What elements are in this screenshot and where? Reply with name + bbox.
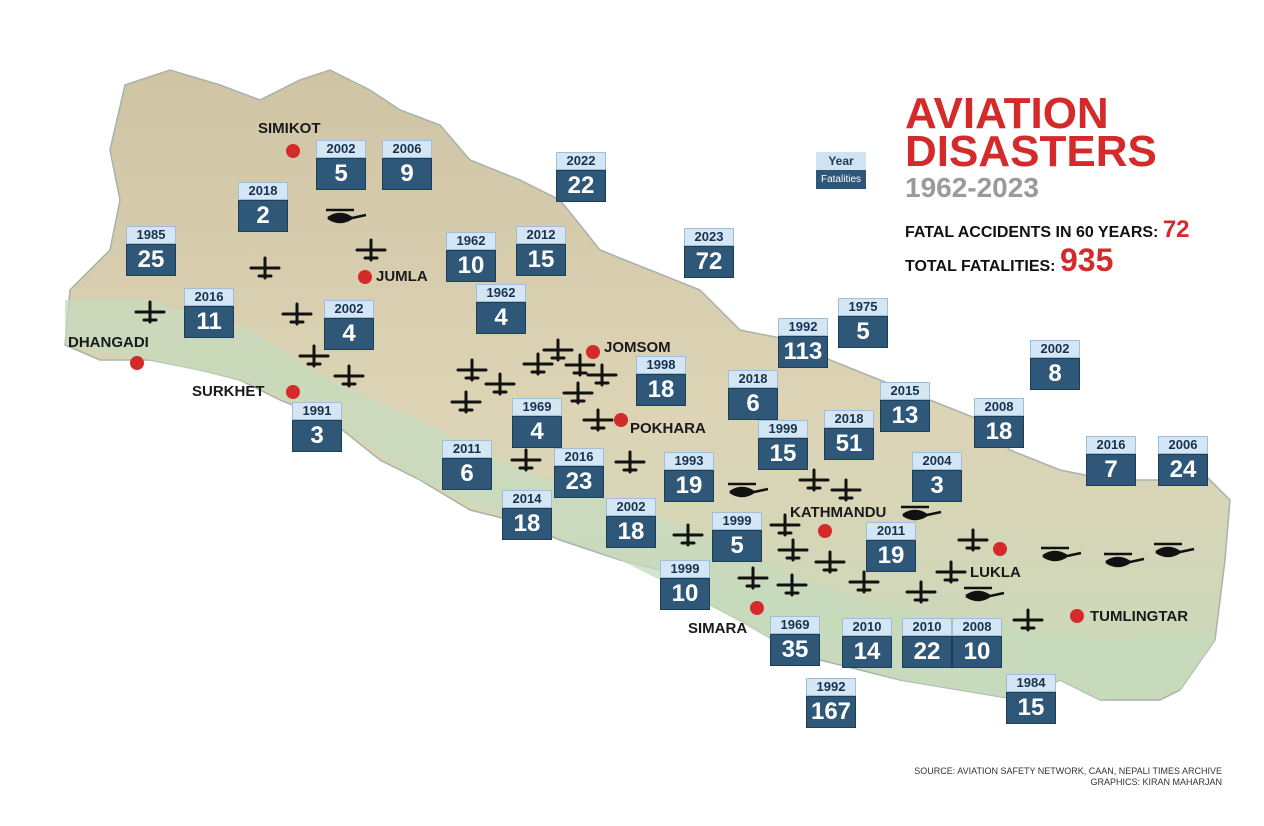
city-dot-dhangadi [130, 356, 144, 370]
city-dot-simikot [286, 144, 300, 158]
city-jomsom: JOMSOM [604, 339, 671, 356]
accident-fatalities: 15 [1006, 692, 1056, 724]
source-credit [914, 766, 1222, 788]
accident-fatalities: 15 [758, 438, 808, 470]
accident-year: 2018 [824, 410, 874, 428]
title-line-1: AVIATION [905, 89, 1109, 138]
accident-fatalities: 18 [502, 508, 552, 540]
city-lukla: LUKLA [970, 564, 1021, 581]
accident-fatalities: 2 [238, 200, 288, 232]
accident-box [606, 498, 656, 548]
accident-year: 1975 [838, 298, 888, 316]
accident-box [838, 298, 888, 348]
city-dot-tumlingtar [1070, 609, 1084, 623]
accident-year: 1991 [292, 402, 342, 420]
city-jumla: JUMLA [376, 268, 428, 285]
accident-box [806, 678, 856, 728]
accident-year: 2008 [952, 618, 1002, 636]
accident-year: 2002 [1030, 340, 1080, 358]
accident-fatalities: 6 [728, 388, 778, 420]
accident-year: 1999 [758, 420, 808, 438]
accident-box [1030, 340, 1080, 390]
accident-box [238, 182, 288, 232]
accident-box [902, 618, 952, 668]
accident-year: 1962 [446, 232, 496, 250]
accident-fatalities: 72 [684, 246, 734, 278]
accident-box [758, 420, 808, 470]
source-line: SOURCE: AVIATION SAFETY NETWORK, CAAN, NEPALI TIMES ARCHIVE [914, 766, 1222, 776]
accident-box [442, 440, 492, 490]
accident-box [502, 490, 552, 540]
accident-year: 2011 [442, 440, 492, 458]
accident-fatalities: 19 [866, 540, 916, 572]
accident-box [316, 140, 366, 190]
accident-box [1158, 436, 1208, 486]
accident-fatalities: 9 [382, 158, 432, 190]
fatalities-stat [905, 242, 1113, 279]
legend [816, 152, 866, 189]
accident-box [554, 448, 604, 498]
city-surkhet: SURKHET [192, 383, 265, 400]
city-dhangadi: DHANGADI [68, 334, 149, 351]
accident-fatalities: 51 [824, 428, 874, 460]
accident-year: 2016 [184, 288, 234, 306]
city-dot-pokhara [614, 413, 628, 427]
accident-fatalities: 24 [1158, 454, 1208, 486]
accident-box [512, 398, 562, 448]
accident-fatalities: 4 [476, 302, 526, 334]
accident-fatalities: 113 [778, 336, 828, 368]
accidents-stat [905, 216, 1190, 244]
accident-fatalities: 4 [324, 318, 374, 350]
accident-fatalities: 10 [446, 250, 496, 282]
accident-year: 1992 [806, 678, 856, 696]
city-dot-kathmandu [818, 524, 832, 538]
accident-fatalities: 19 [664, 470, 714, 502]
accident-year: 2002 [606, 498, 656, 516]
accident-fatalities: 10 [952, 636, 1002, 668]
accident-fatalities: 5 [316, 158, 366, 190]
accident-fatalities: 25 [126, 244, 176, 276]
accident-box [842, 618, 892, 668]
accident-fatalities: 4 [512, 416, 562, 448]
accident-year: 2015 [880, 382, 930, 400]
accidents-value: 72 [1162, 216, 1190, 243]
accident-box [770, 616, 820, 666]
accident-fatalities: 6 [442, 458, 492, 490]
accident-box [664, 452, 714, 502]
accident-year: 2018 [728, 370, 778, 388]
accident-box [778, 318, 828, 368]
city-kathmandu: KATHMANDU [790, 504, 887, 521]
accident-year: 2018 [238, 182, 288, 200]
accident-fatalities: 22 [902, 636, 952, 668]
accident-box [866, 522, 916, 572]
city-pokhara: POKHARA [630, 420, 706, 437]
accident-fatalities: 23 [554, 466, 604, 498]
accident-year: 1992 [778, 318, 828, 336]
accident-box [446, 232, 496, 282]
accident-year: 1985 [126, 226, 176, 244]
accident-box [184, 288, 234, 338]
accident-box [556, 152, 606, 202]
accident-box [636, 356, 686, 406]
city-dot-simara [750, 601, 764, 615]
accident-box [1086, 436, 1136, 486]
legend-year: Year [816, 152, 866, 170]
accident-fatalities: 7 [1086, 454, 1136, 486]
city-simara: SIMARA [688, 620, 748, 637]
accident-box [728, 370, 778, 420]
accident-fatalities: 18 [974, 416, 1024, 448]
accident-year: 2002 [316, 140, 366, 158]
accident-year: 2008 [974, 398, 1024, 416]
title-line-2: DISASTERS [905, 127, 1157, 176]
accident-year: 2022 [556, 152, 606, 170]
accident-box [126, 226, 176, 276]
accident-fatalities: 8 [1030, 358, 1080, 390]
accident-year: 1998 [636, 356, 686, 374]
accident-box [292, 402, 342, 452]
accident-box [684, 228, 734, 278]
accident-box [1006, 674, 1056, 724]
accident-year: 1969 [770, 616, 820, 634]
city-dot-jumla [358, 270, 372, 284]
accident-year: 1993 [664, 452, 714, 470]
accident-fatalities: 14 [842, 636, 892, 668]
accident-year: 2010 [902, 618, 952, 636]
accident-year: 1969 [512, 398, 562, 416]
accident-year: 2016 [1086, 436, 1136, 454]
accident-fatalities: 22 [556, 170, 606, 202]
accident-fatalities: 5 [838, 316, 888, 348]
city-dot-jomsom [586, 345, 600, 359]
accident-fatalities: 15 [516, 244, 566, 276]
accident-box [952, 618, 1002, 668]
accident-year: 2006 [1158, 436, 1208, 454]
accident-box [712, 512, 762, 562]
accident-year: 1999 [660, 560, 710, 578]
accident-year: 2023 [684, 228, 734, 246]
accident-year: 2012 [516, 226, 566, 244]
accident-fatalities: 10 [660, 578, 710, 610]
accident-year: 1984 [1006, 674, 1056, 692]
accident-box [912, 452, 962, 502]
legend-fatalities: Fatalities [816, 170, 866, 189]
city-dot-surkhet [286, 385, 300, 399]
accident-fatalities: 3 [292, 420, 342, 452]
accident-year: 2010 [842, 618, 892, 636]
accident-fatalities: 18 [636, 374, 686, 406]
accident-year: 2014 [502, 490, 552, 508]
accident-box [880, 382, 930, 432]
accident-box [382, 140, 432, 190]
accident-box [974, 398, 1024, 448]
accident-fatalities: 35 [770, 634, 820, 666]
accident-box [324, 300, 374, 350]
accident-fatalities: 5 [712, 530, 762, 562]
accident-year: 2002 [324, 300, 374, 318]
accident-year: 1962 [476, 284, 526, 302]
city-simikot: SIMIKOT [258, 120, 321, 137]
accident-year: 2011 [866, 522, 916, 540]
accident-box [516, 226, 566, 276]
accident-year: 1999 [712, 512, 762, 530]
accidents-label: FATAL ACCIDENTS IN 60 YEARS: [905, 224, 1159, 241]
graphics-credit: GRAPHICS: KIRAN MAHARJAN [1090, 777, 1222, 787]
accident-fatalities: 18 [606, 516, 656, 548]
accident-year: 2016 [554, 448, 604, 466]
accident-fatalities: 11 [184, 306, 234, 338]
accident-fatalities: 167 [806, 696, 856, 728]
period-label: 1962-2023 [905, 172, 1039, 203]
fatalities-value: 935 [1059, 242, 1114, 278]
city-tumlingtar: TUMLINGTAR [1090, 608, 1189, 625]
accident-fatalities: 13 [880, 400, 930, 432]
city-dot-lukla [993, 542, 1007, 556]
accident-year: 2006 [382, 140, 432, 158]
accident-box [824, 410, 874, 460]
accident-fatalities: 3 [912, 470, 962, 502]
accident-box [476, 284, 526, 334]
fatalities-label: TOTAL FATALITIES: [905, 258, 1056, 275]
accident-year: 2004 [912, 452, 962, 470]
accident-box [660, 560, 710, 610]
